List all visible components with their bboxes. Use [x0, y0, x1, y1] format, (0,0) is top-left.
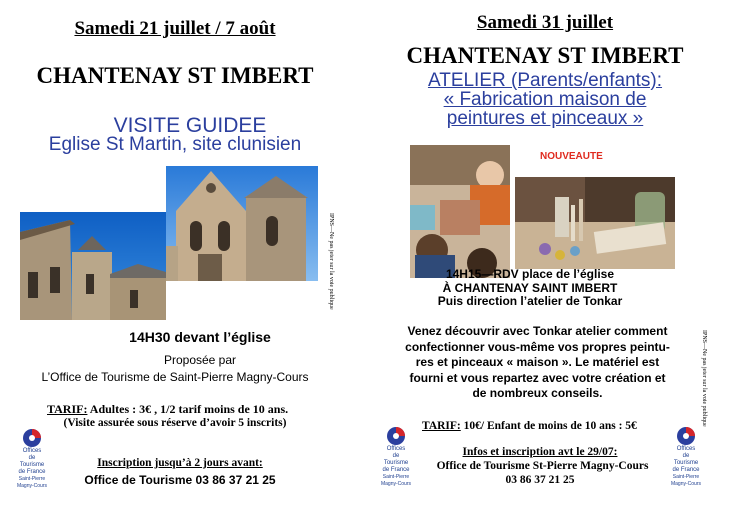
- logo-line-1: Offices: [676, 446, 696, 452]
- right-vertical-note: IPNS—Ne pas jeter sur la voie publique: [701, 330, 707, 427]
- right-atelier-line-1: ATELIER (Parents/enfants):: [427, 70, 663, 91]
- left-proposed-by: Proposée par: [163, 353, 237, 367]
- logo-line-2: de: [28, 455, 36, 461]
- right-atelier-line-2: « Fabrication maison de: [443, 89, 647, 110]
- children-workshop-photo: [410, 145, 510, 278]
- left-event-title: VISITE GUIDEE: [113, 114, 267, 137]
- right-rdv-line-1: 14H15—RDV place de l’église: [445, 267, 615, 281]
- left-tarif-note: (Visite assurée sous réserve d’avoir 5 inscrits): [63, 417, 287, 429]
- paint-brushes-photo: [515, 177, 675, 269]
- nouveaute-badge: NOUVEAUTE: [540, 151, 603, 162]
- left-event-subtitle: Eglise St Martin, site clunisien: [48, 134, 302, 155]
- logo-mark-icon: [21, 428, 43, 448]
- left-tarif-text: Adultes : 3€ , 1/2 tarif moins de 10 ans.: [87, 402, 289, 416]
- right-desc-line-2: confectionner vous-même vos propres peintu-: [405, 339, 670, 354]
- left-date: Samedi 21 juillet / 7 août: [74, 18, 276, 39]
- right-contact-phone: 03 86 37 21 25: [505, 474, 575, 486]
- church-apse-photo: [20, 212, 166, 320]
- left-time: 14H30 devant l’église: [129, 329, 271, 345]
- left-vertical-note: IPNS—Ne pas jeter sur la voie publique: [328, 213, 334, 310]
- right-rdv-line-2: À CHANTENAY SAINT IMBERT: [442, 280, 618, 295]
- left-contact: Office de Tourisme 03 86 37 21 25: [84, 473, 276, 487]
- logo-mark-icon: [675, 426, 697, 446]
- left-inscription: Inscription jusqu’à 2 jours avant:: [97, 457, 263, 469]
- right-tarif-text: 10€/ Enfant de moins de 10 ans : 5€: [460, 420, 637, 432]
- logo-line-5: Saint-Pierre: [382, 474, 410, 480]
- logo-line-2: de: [682, 453, 690, 459]
- right-description: [375, 324, 700, 402]
- right-date: Samedi 31 juillet: [476, 12, 614, 33]
- office-tourisme-logo: [12, 428, 52, 490]
- right-contact-office: Office de Tourisme St-Pierre Magny-Cours: [436, 460, 649, 472]
- right-desc-line-4: fourni et vous repartez avec votre création et: [409, 370, 666, 385]
- logo-line-4: de France: [18, 469, 46, 475]
- logo-line-3: Tourisme: [383, 460, 409, 466]
- logo-line-4: de France: [672, 467, 700, 473]
- left-tarif-label: TARIF:: [47, 402, 88, 416]
- logo-line-6: Magny-Cours: [16, 483, 47, 489]
- logo-line-6: Magny-Cours: [380, 481, 411, 487]
- right-rdv-line-3: Puis direction l’atelier de Tonkar: [437, 294, 623, 308]
- right-atelier-line-3: peintures et pinceaux »: [446, 108, 644, 129]
- right-tarif: [422, 420, 682, 432]
- logo-mark-icon: [385, 426, 407, 446]
- church-facade-photo: [166, 166, 318, 281]
- office-tourisme-logo: [376, 426, 416, 488]
- left-town: CHANTENAY ST IMBERT: [36, 63, 314, 88]
- logo-line-6: Magny-Cours: [670, 481, 701, 487]
- right-desc-line-5: de nombreux conseils.: [472, 386, 603, 400]
- right-tarif-label: TARIF:: [422, 420, 461, 432]
- right-rdv: [380, 268, 680, 309]
- logo-line-3: Tourisme: [19, 462, 45, 468]
- logo-line-1: Offices: [386, 446, 406, 452]
- left-proposed-org: L’Office de Tourisme de Saint-Pierre Magny-Cours: [41, 370, 309, 384]
- right-atelier: [380, 71, 710, 128]
- right-infos: Infos et inscription avt le 29/07:: [462, 446, 618, 458]
- right-desc-line-3: res et pinceaux « maison ». Le matériel est: [415, 355, 660, 369]
- right-desc-line-1: Venez découvrir avec Tonkar atelier comment: [407, 324, 668, 338]
- logo-line-5: Saint-Pierre: [18, 476, 46, 482]
- right-town: CHANTENAY ST IMBERT: [406, 43, 684, 68]
- logo-line-3: Tourisme: [673, 460, 699, 466]
- logo-line-1: Offices: [22, 448, 42, 454]
- logo-line-4: de France: [382, 467, 410, 473]
- logo-line-2: de: [392, 453, 400, 459]
- left-tarif: [47, 402, 347, 417]
- office-tourisme-logo: [666, 426, 706, 488]
- logo-line-5: Saint-Pierre: [672, 474, 700, 480]
